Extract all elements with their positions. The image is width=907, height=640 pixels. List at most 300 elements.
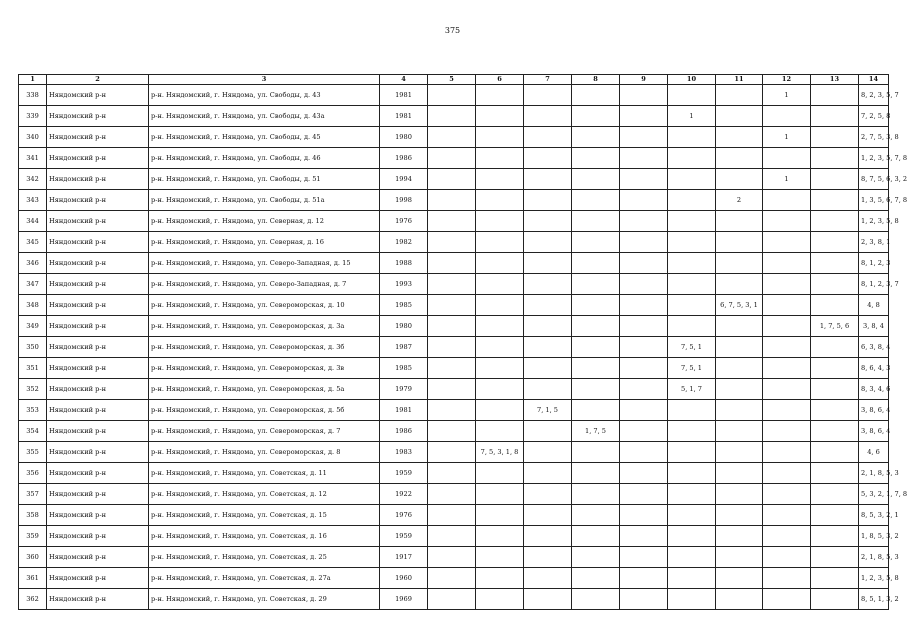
table-cell <box>620 106 668 127</box>
table-cell: Няндомский р-н <box>47 169 149 190</box>
table-cell <box>572 106 620 127</box>
table-cell: 1983 <box>380 442 428 463</box>
table-cell <box>428 211 476 232</box>
table-cell: 6, 7, 5, 3, 1 <box>716 295 763 316</box>
table-cell <box>620 400 668 421</box>
table-cell: 2, 7, 5, 3, 8 <box>859 127 889 148</box>
table-cell <box>476 316 524 337</box>
table-cell <box>763 400 811 421</box>
table-cell <box>716 484 763 505</box>
table-cell <box>572 463 620 484</box>
table-cell: р-н. Няндомский, г. Няндома, ул. Советская, д. 16 <box>149 526 380 547</box>
table-cell: 344 <box>19 211 47 232</box>
table-cell <box>668 484 716 505</box>
column-header-13: 13 <box>811 75 859 85</box>
table-cell <box>763 253 811 274</box>
table-cell <box>620 148 668 169</box>
table-row <box>19 127 889 148</box>
table-cell: р-н. Няндомский, г. Няндома, ул. Советская, д. 12 <box>149 484 380 505</box>
table-cell: 1969 <box>380 589 428 610</box>
table-cell: 361 <box>19 568 47 589</box>
table-cell: 353 <box>19 400 47 421</box>
table-cell: Няндомский р-н <box>47 127 149 148</box>
table-cell <box>716 505 763 526</box>
housing-register-table <box>18 74 907 610</box>
table-cell: 3, 8, 6, 4 <box>859 400 889 421</box>
table-cell: 1986 <box>380 421 428 442</box>
table-cell: 8, 3, 4, 6 <box>859 379 889 400</box>
table-cell: 1, 2, 3, 5, 7, 8 <box>859 148 889 169</box>
table-cell: 8, 1, 2, 3, 7 <box>859 274 889 295</box>
table-cell <box>476 400 524 421</box>
table-cell: р-н. Няндомский, г. Няндома, ул. Свободы, д. 46 <box>149 148 380 169</box>
table-cell: р-н. Няндомский, г. Няндома, ул. Североморская, д. 3а <box>149 316 380 337</box>
column-header-1: 1 <box>19 75 47 85</box>
table-cell <box>572 400 620 421</box>
table-cell <box>620 463 668 484</box>
table-cell <box>428 316 476 337</box>
table-cell <box>811 547 859 568</box>
table-cell <box>620 85 668 106</box>
table-cell <box>572 337 620 358</box>
table-cell <box>524 526 572 547</box>
table-cell <box>524 568 572 589</box>
table-row <box>19 526 889 547</box>
table-cell: Няндомский р-н <box>47 232 149 253</box>
table-cell: 8, 5, 3, 2, 1 <box>859 505 889 526</box>
table-cell <box>572 295 620 316</box>
table-cell <box>476 337 524 358</box>
table-cell <box>811 463 859 484</box>
table-cell: 1, 2, 3, 5, 8 <box>859 568 889 589</box>
table-cell: р-н. Няндомский, г. Няндома, ул. Свободы, д. 45 <box>149 127 380 148</box>
table-cell <box>428 106 476 127</box>
table-cell: Няндомский р-н <box>47 190 149 211</box>
table-cell <box>811 379 859 400</box>
table-row <box>19 253 889 274</box>
table-cell <box>811 505 859 526</box>
table-row <box>19 106 889 127</box>
table-cell <box>428 442 476 463</box>
column-header-2: 2 <box>47 75 149 85</box>
header-row <box>19 75 889 85</box>
table-cell <box>476 253 524 274</box>
table-cell <box>476 484 524 505</box>
table-cell <box>476 505 524 526</box>
table-cell <box>524 127 572 148</box>
table-cell <box>811 106 859 127</box>
table-cell <box>428 127 476 148</box>
table-cell <box>763 547 811 568</box>
table-cell <box>811 568 859 589</box>
table-cell <box>524 463 572 484</box>
table-cell <box>668 169 716 190</box>
table-cell: Няндомский р-н <box>47 148 149 169</box>
table-cell: 4, 8 <box>859 295 889 316</box>
table-cell <box>476 526 524 547</box>
table-cell: 349 <box>19 316 47 337</box>
table-cell: р-н. Няндомский, г. Няндома, ул. Северная, д. 12 <box>149 211 380 232</box>
table-cell <box>524 211 572 232</box>
table-cell <box>716 211 763 232</box>
table-cell <box>428 295 476 316</box>
table-cell: 348 <box>19 295 47 316</box>
table-row <box>19 85 889 106</box>
table-cell: 1985 <box>380 358 428 379</box>
table-cell <box>763 190 811 211</box>
table-cell <box>620 337 668 358</box>
table-cell <box>428 148 476 169</box>
table-cell: р-н. Няндомский, г. Няндома, ул. Северная, д. 16 <box>149 232 380 253</box>
table-cell: 1, 7, 5, 6 <box>811 316 859 337</box>
table-cell: 1993 <box>380 274 428 295</box>
table-cell <box>668 547 716 568</box>
table-cell: р-н. Няндомский, г. Няндома, ул. Свободы, д. 43 <box>149 85 380 106</box>
table-cell <box>811 421 859 442</box>
table-cell: 1 <box>763 127 811 148</box>
table-cell <box>811 358 859 379</box>
table-cell <box>716 463 763 484</box>
table-cell <box>572 169 620 190</box>
table-cell <box>524 337 572 358</box>
table-row <box>19 547 889 568</box>
table-cell: Няндомский р-н <box>47 274 149 295</box>
table-cell <box>811 274 859 295</box>
table-cell: 1, 7, 5 <box>572 421 620 442</box>
table-cell: 1 <box>668 106 716 127</box>
column-header-14: 14 <box>859 75 889 85</box>
table-cell: 342 <box>19 169 47 190</box>
table-row <box>19 484 889 505</box>
table-cell <box>524 190 572 211</box>
table-cell: 1981 <box>380 400 428 421</box>
table-cell <box>524 253 572 274</box>
table-cell <box>620 232 668 253</box>
table-cell <box>524 148 572 169</box>
table-row <box>19 232 889 253</box>
table-cell <box>572 358 620 379</box>
table-cell <box>763 211 811 232</box>
table-cell <box>476 463 524 484</box>
table-cell <box>716 253 763 274</box>
table-cell: 3, 8, 4 <box>859 316 889 337</box>
table-cell <box>428 253 476 274</box>
table-cell: 1987 <box>380 337 428 358</box>
table-cell: 357 <box>19 484 47 505</box>
table-cell <box>524 442 572 463</box>
table-cell: р-н. Няндомский, г. Няндома, ул. Советская, д. 27а <box>149 568 380 589</box>
table-cell <box>716 421 763 442</box>
table-cell <box>811 85 859 106</box>
column-header-10: 10 <box>668 75 716 85</box>
table-cell <box>763 358 811 379</box>
table-cell <box>428 337 476 358</box>
table-cell: 339 <box>19 106 47 127</box>
table-cell: 340 <box>19 127 47 148</box>
table-cell: р-н. Няндомский, г. Няндома, ул. Североморская, д. 3в <box>149 358 380 379</box>
table-cell: Няндомский р-н <box>47 253 149 274</box>
table-cell <box>811 127 859 148</box>
table-cell <box>620 253 668 274</box>
table-cell: р-н. Няндомский, г. Няндома, ул. Северо-Западная, д. 7 <box>149 274 380 295</box>
table-cell: Няндомский р-н <box>47 211 149 232</box>
table-cell: 1, 2, 3, 5, 8 <box>859 211 889 232</box>
table-cell: 1980 <box>380 127 428 148</box>
table-cell: 1976 <box>380 211 428 232</box>
table-cell <box>620 442 668 463</box>
table-cell <box>668 190 716 211</box>
table-row <box>19 400 889 421</box>
table-cell <box>572 484 620 505</box>
table-cell <box>716 547 763 568</box>
table-cell: 2, 3, 8, 1 <box>859 232 889 253</box>
table-cell: 350 <box>19 337 47 358</box>
table-cell: Няндомский р-н <box>47 358 149 379</box>
table-cell <box>620 421 668 442</box>
table-cell <box>620 379 668 400</box>
table-cell <box>763 526 811 547</box>
table-cell: 7, 5, 1 <box>668 358 716 379</box>
table-cell: 355 <box>19 442 47 463</box>
table-cell <box>572 232 620 253</box>
table-cell <box>620 547 668 568</box>
table-cell <box>428 568 476 589</box>
table-row <box>19 211 889 232</box>
table-cell <box>668 526 716 547</box>
table-cell: 2 <box>716 190 763 211</box>
table-cell <box>763 463 811 484</box>
table-row <box>19 463 889 484</box>
table-cell <box>524 316 572 337</box>
table-cell <box>428 190 476 211</box>
table-cell <box>524 421 572 442</box>
table-cell <box>428 547 476 568</box>
table-cell <box>428 358 476 379</box>
table-cell: р-н. Няндомский, г. Няндома, ул. Свободы, д. 51а <box>149 190 380 211</box>
table-cell <box>811 442 859 463</box>
table-cell <box>572 505 620 526</box>
table-cell: 360 <box>19 547 47 568</box>
table-cell <box>476 148 524 169</box>
table-cell: 347 <box>19 274 47 295</box>
table-cell <box>428 526 476 547</box>
table-cell <box>716 337 763 358</box>
table-row <box>19 316 889 337</box>
table-row <box>19 442 889 463</box>
table-cell <box>620 589 668 610</box>
table-row <box>19 169 889 190</box>
table-cell <box>716 358 763 379</box>
table-cell: Няндомский р-н <box>47 295 149 316</box>
table-cell: 1960 <box>380 568 428 589</box>
table-cell: Няндомский р-н <box>47 589 149 610</box>
table-cell <box>572 568 620 589</box>
table-cell <box>524 232 572 253</box>
table-cell: 343 <box>19 190 47 211</box>
table-cell: 7, 5, 3, 1, 8 <box>476 442 524 463</box>
table-cell <box>476 232 524 253</box>
table-cell <box>763 505 811 526</box>
table-cell: р-н. Няндомский, г. Няндома, ул. Советская, д. 15 <box>149 505 380 526</box>
table-cell: 1, 3, 5, 6, 7, 8 <box>859 190 889 211</box>
table-cell: 1982 <box>380 232 428 253</box>
table-cell <box>476 568 524 589</box>
table-row <box>19 589 889 610</box>
table-cell: Няндомский р-н <box>47 400 149 421</box>
table-cell: Няндомский р-н <box>47 85 149 106</box>
table-cell: р-н. Няндомский, г. Няндома, ул. Североморская, д. 7 <box>149 421 380 442</box>
column-header-9: 9 <box>620 75 668 85</box>
table-cell: 8, 6, 4, 3 <box>859 358 889 379</box>
table-cell: 2, 1, 8, 5, 3 <box>859 463 889 484</box>
table-row <box>19 421 889 442</box>
table-cell <box>572 274 620 295</box>
table-cell <box>428 421 476 442</box>
table-cell <box>572 127 620 148</box>
table-cell: 8, 7, 5, 6, 3, 2 <box>859 169 889 190</box>
table-cell <box>572 316 620 337</box>
table-cell: 3, 8, 6, 4 <box>859 421 889 442</box>
table-cell <box>476 295 524 316</box>
table-cell: р-н. Няндомский, г. Няндома, ул. Североморская, д. 5а <box>149 379 380 400</box>
table-cell <box>524 85 572 106</box>
table-cell <box>716 127 763 148</box>
table-cell <box>524 589 572 610</box>
table-cell <box>811 148 859 169</box>
table-cell: 5, 3, 2, 1, 7, 8 <box>859 484 889 505</box>
table-cell <box>763 274 811 295</box>
table-cell <box>668 505 716 526</box>
table-cell <box>572 211 620 232</box>
table-cell: 7, 5, 1 <box>668 337 716 358</box>
table-cell <box>572 547 620 568</box>
table-cell <box>620 169 668 190</box>
table-cell: 5, 1, 7 <box>668 379 716 400</box>
table-cell <box>716 526 763 547</box>
table-cell: 354 <box>19 421 47 442</box>
table-cell <box>811 190 859 211</box>
table-cell: Няндомский р-н <box>47 421 149 442</box>
table-cell <box>668 442 716 463</box>
table-cell: р-н. Няндомский, г. Няндома, ул. Советская, д. 25 <box>149 547 380 568</box>
table-row <box>19 505 889 526</box>
table-cell <box>668 211 716 232</box>
table-cell: Няндомский р-н <box>47 463 149 484</box>
table-cell <box>668 253 716 274</box>
table-cell <box>668 274 716 295</box>
table-cell <box>763 232 811 253</box>
table-cell <box>716 442 763 463</box>
table-cell <box>811 400 859 421</box>
table-cell: 8, 1, 2, 3 <box>859 253 889 274</box>
table-cell <box>572 85 620 106</box>
table-cell <box>763 148 811 169</box>
table-cell <box>620 568 668 589</box>
table-cell: Няндомский р-н <box>47 568 149 589</box>
table-cell <box>668 85 716 106</box>
table-cell <box>620 526 668 547</box>
table-cell: 7, 1, 5 <box>524 400 572 421</box>
table-cell <box>716 85 763 106</box>
table-cell: 1986 <box>380 148 428 169</box>
table-cell <box>524 379 572 400</box>
table-cell <box>620 358 668 379</box>
table-cell <box>668 400 716 421</box>
table-cell: Няндомский р-н <box>47 442 149 463</box>
table-cell: р-н. Няндомский, г. Няндома, ул. Свободы, д. 43а <box>149 106 380 127</box>
table-cell <box>428 400 476 421</box>
table-body <box>19 85 907 610</box>
table-cell: Няндомский р-н <box>47 526 149 547</box>
table-cell <box>476 127 524 148</box>
table-cell <box>811 337 859 358</box>
table-cell: р-н. Няндомский, г. Няндома, ул. Североморская, д. 10 <box>149 295 380 316</box>
table-cell: 8, 5, 1, 3, 2 <box>859 589 889 610</box>
table-cell <box>716 568 763 589</box>
table-cell <box>620 295 668 316</box>
table-cell <box>811 211 859 232</box>
table-cell: 7, 2, 5, 8 <box>859 106 889 127</box>
table-cell <box>811 295 859 316</box>
table-cell <box>476 589 524 610</box>
table-cell <box>620 190 668 211</box>
table-cell <box>763 484 811 505</box>
table-cell: 338 <box>19 85 47 106</box>
table-cell: р-н. Няндомский, г. Няндома, ул. Североморская, д. 8 <box>149 442 380 463</box>
table-cell: Няндомский р-н <box>47 106 149 127</box>
table-cell <box>763 379 811 400</box>
table-cell <box>572 190 620 211</box>
table-cell <box>620 211 668 232</box>
table-cell <box>524 484 572 505</box>
table-cell <box>763 442 811 463</box>
table-cell <box>668 568 716 589</box>
table-cell <box>476 169 524 190</box>
table-cell <box>716 232 763 253</box>
table-cell <box>524 106 572 127</box>
table-cell: 346 <box>19 253 47 274</box>
table-cell <box>668 127 716 148</box>
table-row <box>19 295 889 316</box>
table-cell <box>763 316 811 337</box>
table-cell <box>620 484 668 505</box>
table-cell <box>763 106 811 127</box>
table-cell: 1980 <box>380 316 428 337</box>
table-cell: 352 <box>19 379 47 400</box>
table-cell <box>572 442 620 463</box>
table-cell: Няндомский р-н <box>47 379 149 400</box>
table-cell: 1979 <box>380 379 428 400</box>
table-cell <box>620 316 668 337</box>
column-header-3: 3 <box>149 75 380 85</box>
table-cell: р-н. Няндомский, г. Няндома, ул. Свободы, д. 51 <box>149 169 380 190</box>
table-cell <box>668 316 716 337</box>
table-cell <box>476 358 524 379</box>
table-cell <box>716 148 763 169</box>
table-cell: 356 <box>19 463 47 484</box>
table-cell <box>524 169 572 190</box>
table-cell: 1, 8, 5, 3, 2 <box>859 526 889 547</box>
table-row <box>19 358 889 379</box>
table-cell: 1998 <box>380 190 428 211</box>
table-cell <box>716 169 763 190</box>
table-cell: р-н. Няндомский, г. Няндома, ул. Североморская, д. 5б <box>149 400 380 421</box>
table-cell: 341 <box>19 148 47 169</box>
table-cell <box>476 421 524 442</box>
column-header-11: 11 <box>716 75 763 85</box>
table-cell <box>716 274 763 295</box>
table-cell <box>668 421 716 442</box>
